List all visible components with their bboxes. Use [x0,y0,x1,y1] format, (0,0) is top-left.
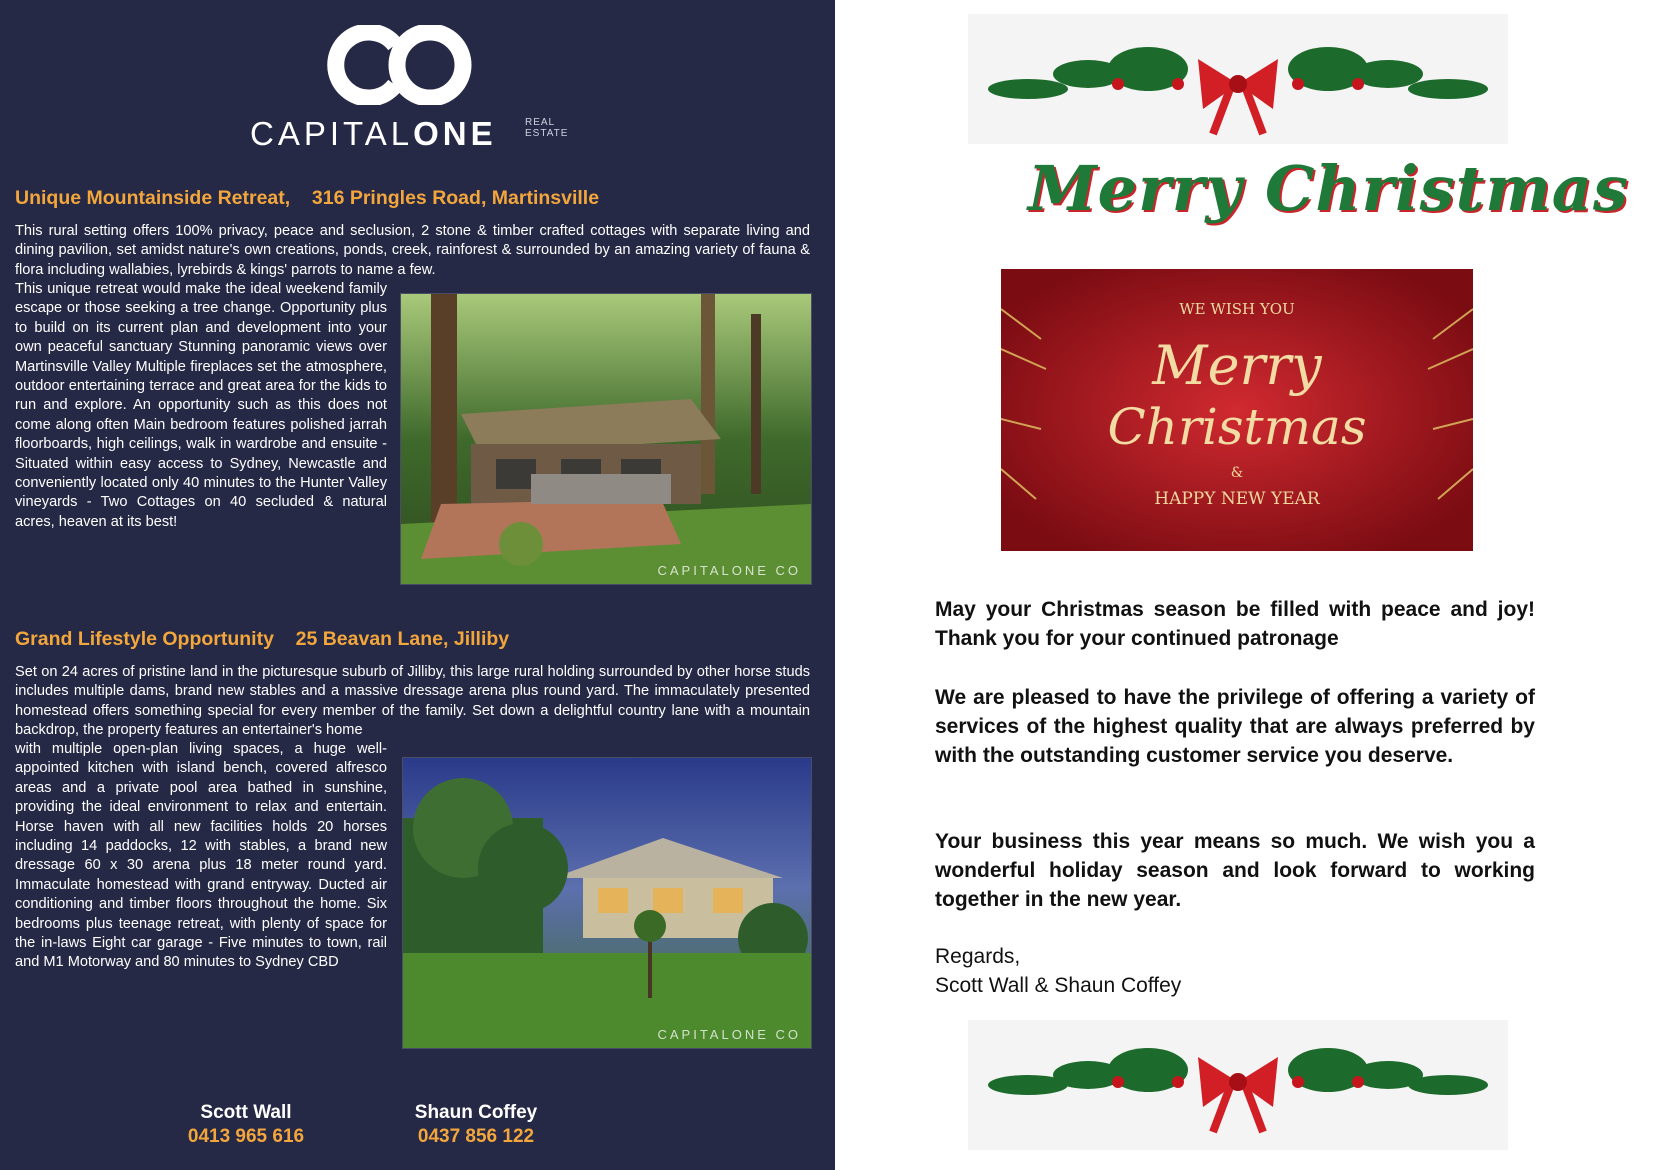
card-bottom-text: HAPPY NEW YEAR [1154,489,1320,509]
listing2-intro: Set on 24 acres of pristine land in the picturesque suburb of Jilliby, this large rural holding surrounded by other horse studs includes multiple dams, brand new stables and a massive dressage arena plus round yard. The immaculately presented homestead offers something special for every member of the family. Set down a delightful country lane with a mountain backdrop, the property features an entertainer's home [15,664,810,739]
greeting-paragraph-3: Your business this year means so much. We wish you a wonderful holiday season and look forward to working together in the new year. [935,830,1535,911]
listing2-heading: Grand Lifestyle Opportunity 25 Beavan Lane, Jilliby [15,628,510,650]
contact-shaun [356,1102,596,1148]
listing1-watermark: CAPITALONE CO [657,563,801,578]
listing1-body: This unique retreat would make the ideal weekend family escape or those seeking a tree change. Opportunity plus to build on its current plan and development into your own peaceful sanctuary Stunning panoramic views over Martinsville Valley Multiple fireplaces set the atmosphere, outdoor entertaining terrace and great area for the kids to run and explore. An opportunity such as this does not come along often Main bedroom features polished jarrah floorboards, high ceilings, walk in wardrobe and ensuite - Situated within easy access to Sydney, Newcastle and conveniently located only 40 minutes to the Hunter Valley vineyards - Two Cottages on 40 secluded & natural acres, heaven at its best! [15,281,387,530]
card-merry-text: Merry [1152,334,1322,397]
listing2-watermark: CAPITALONE CO [657,1027,801,1042]
regards-line: Regards, [935,945,1021,968]
greeting-panel [838,12,1638,1152]
card-christmas-text: Christmas [1107,398,1367,456]
greeting-paragraph-2: We are pleased to have the privilege of offering a variety of services of the highest quality that are always preferred by with the outstanding customer service you deserve. [935,686,1535,767]
holly-garland-bottom [968,1020,1508,1150]
listing1-heading: Unique Mountainside Retreat, 316 Pringles Road, Martinsville [15,187,600,209]
contact-name: Shaun Coffey [414,1102,538,1123]
christmas-card-image [1001,269,1473,551]
contact-scott [126,1102,366,1148]
brand-subtitle: REAL ESTATE [525,117,569,139]
card-top-text: WE WISH YOU [1179,300,1295,318]
co-monogram-icon [325,25,475,105]
brand-name: CAPITALONE [250,115,497,152]
merry-christmas-headline: Merry Christmas [1028,152,1629,225]
capitalone-logo [250,25,569,152]
holly-garland-top [968,14,1508,144]
contact-name: Scott Wall [200,1102,292,1123]
greeting-paragraph-1: May your Christmas season be filled with peace and joy! Thank you for your continued patronage [935,598,1535,650]
listing2-body: with multiple open-plan living spaces, a huge well-appointed kitchen with island bench, covered alfresco areas and a private pool area bathed in sunshine, providing the ideal environment to relax and entertain. Horse haven with all new facilities holds 20 horses including 14 paddocks, 12 with stables, a brand new dressage 60 x 30 arena plus 18 meter round yard. Immaculate homestead with grand entryway. Ducted air conditioning and timber floors throughout the home. Six bedrooms plus teenage retreat, with plenty of space for the in-laws Eight car garage - Five minutes to town, rail and M1 Motorway and 80 minutes to Sydney CBD [15,741,387,971]
listing2-photo [402,757,812,1049]
card-amp-text: & [1230,465,1244,481]
listing1-intro: This rural setting offers 100% privacy, peace and seclusion, 2 stone & timber crafted cottages with separate living and dining pavilion, set amidst nature's own creations, ponds, creek, rainforest & surrounded by an amazing variety of fauna & flora including wallabies, lyrebirds & kings' parrots to name a few. [15,223,810,278]
contact-phone: 0437 856 122 [417,1126,535,1147]
signoff-line: Scott Wall & Shaun Coffey [935,974,1182,997]
contact-phone: 0413 965 616 [187,1126,305,1147]
listing1-photo [400,293,812,585]
